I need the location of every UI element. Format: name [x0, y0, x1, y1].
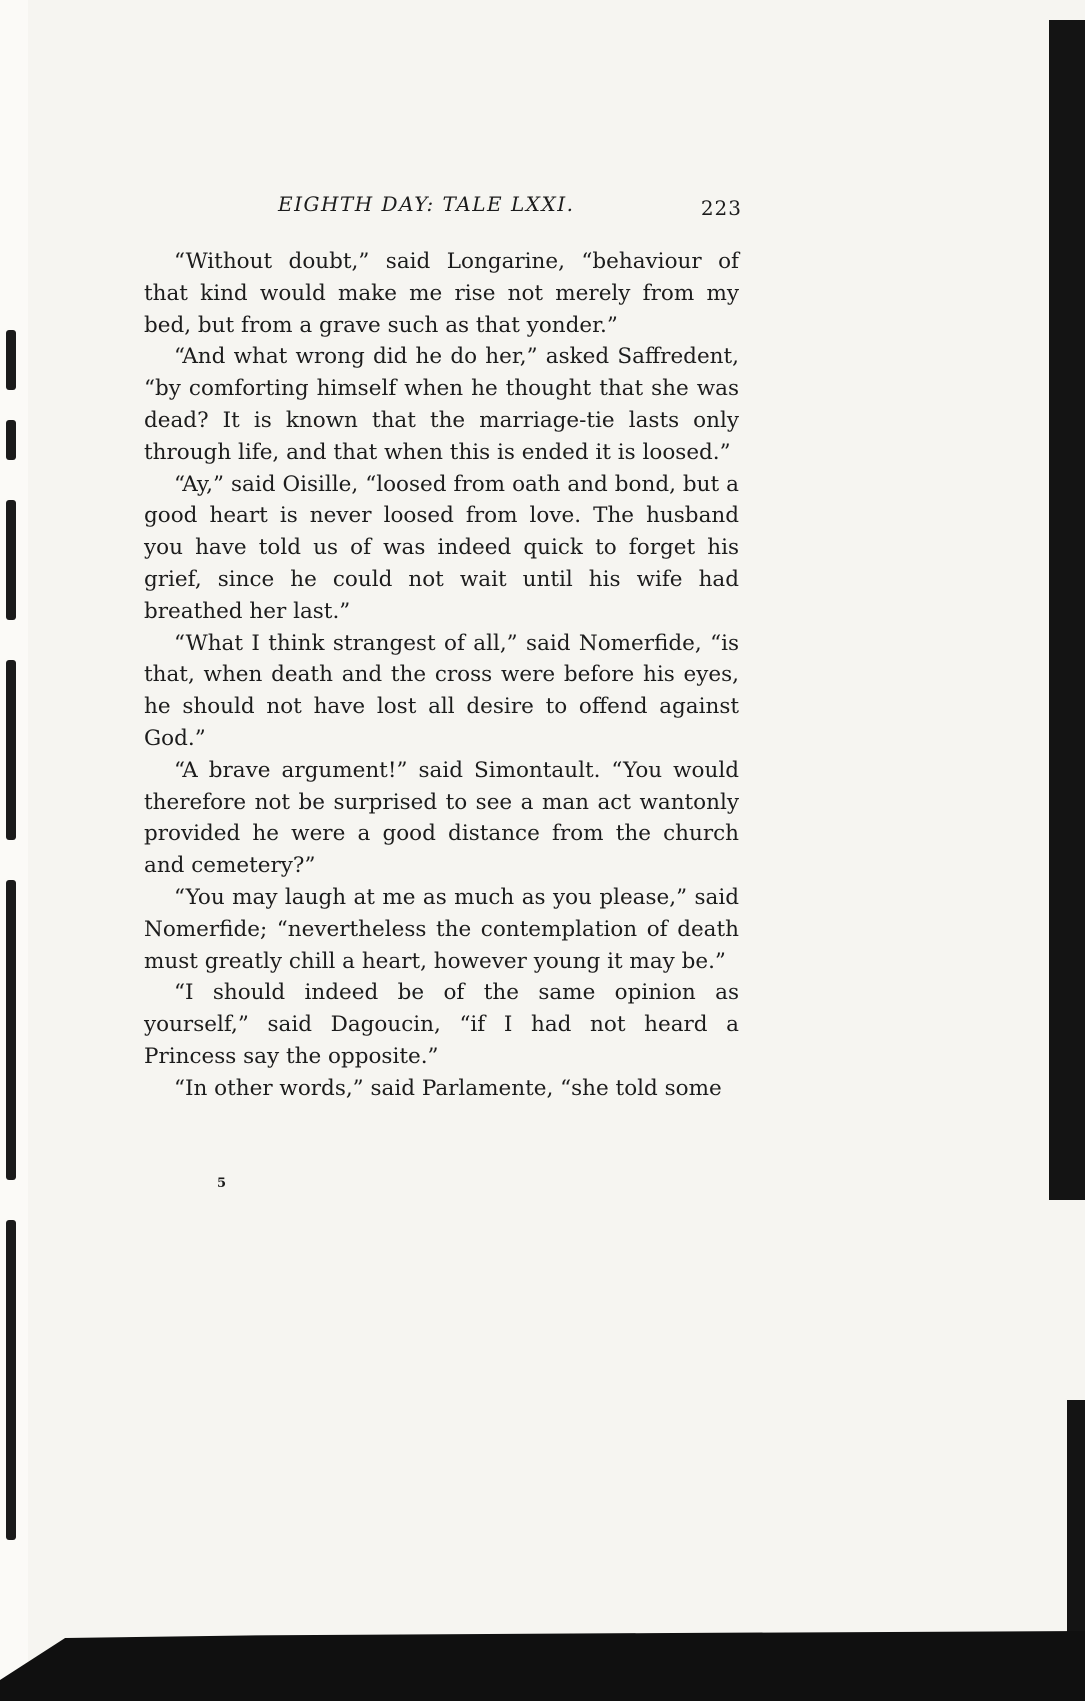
paragraph: “What I think strangest of all,” said Nomerfide, “is that, when death and the cross were before his eyes, he should not have lost all desire to offend against God.”	[144, 630, 739, 751]
paragraph: “In other words,” said Parlamente, “she told some	[174, 1075, 722, 1101]
page-edge-bottom	[0, 1631, 1085, 1701]
paragraph: “A brave argument!” said Simontault. “You would therefore not be surprised to see a man act wantonly provided he were a good distance from the church and cemetery?”	[144, 757, 739, 879]
paragraph: “Without doubt,” said Longarine, “behaviour of that kind would make me rise not merely from my bed, but from a grave such as that yonder.”	[144, 249, 739, 338]
paragraph: “You may laugh at me as much as you please,” said Nomerfide; “nevertheless the contemplation of death must greatly chill a heart, however young it may be.”	[144, 884, 739, 974]
binding-edge-left	[0, 0, 28, 1701]
page-number: 223	[700, 196, 742, 220]
signature-mark: 5	[217, 1176, 227, 1191]
page-header	[144, 192, 744, 226]
body-text	[144, 246, 739, 1105]
running-head: EIGHTH DAY: TALE LXXI.	[278, 192, 575, 216]
paragraph: “And what wrong did he do her,” asked Saffredent, “by comforting himself when he thought that she was dead? It is known that the marriage-tie lasts only through life, and that when this is ended it is loosed.”	[144, 344, 739, 465]
paragraph: “I should indeed be of the same opinion as yourself,” said Dagoucin, “if I had not heard a Princess say the opposite.”	[144, 980, 739, 1069]
paragraph: “Ay,” said Oisille, “loosed from oath and bond, but a good heart is never loosed from love. The husband you have told us of was indeed quick to forget his grief, since he could not wait until his wife had breathed her last.”	[144, 471, 739, 624]
page-edge-right	[1030, 0, 1085, 1701]
